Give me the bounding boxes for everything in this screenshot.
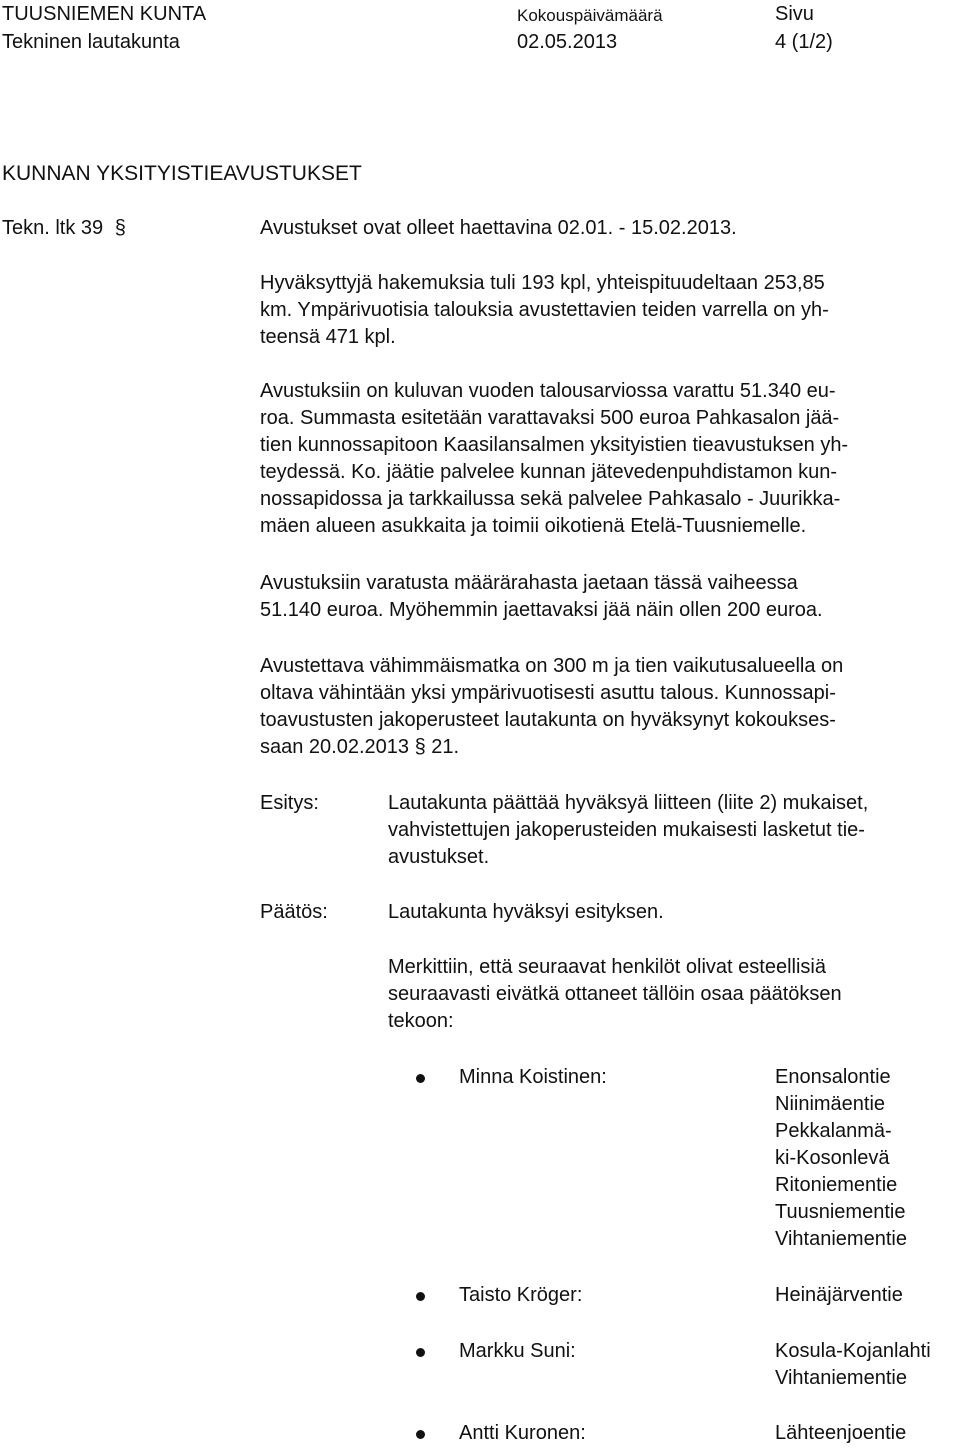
decision-text: Lautakunta hyväksyi esityksen. (388, 901, 664, 923)
page-number: 4 (1/2) (775, 31, 833, 53)
road-name: Niinimäentie (775, 1093, 886, 1115)
road-name: Pekkalanmä- (775, 1120, 892, 1142)
paragraph-criteria (260, 653, 960, 761)
person-name: Antti Kuronen: (459, 1422, 586, 1444)
road-list (775, 1420, 906, 1447)
paragraph-allocation (260, 570, 960, 624)
road-name: Kosula-Kojanlahti (775, 1340, 931, 1362)
meeting-date-label: Kokouspäivämäärä (517, 6, 663, 25)
proposal-label: Esitys: (260, 792, 319, 814)
paragraph-applications (260, 270, 960, 351)
decision-label: Päätös: (260, 901, 328, 923)
document-title: KUNNAN YKSITYISTIEAVUSTUKSET (2, 162, 362, 185)
proposal-text (388, 790, 868, 871)
bullet-icon (416, 1348, 425, 1357)
paragraph-line: tien kunnossapitoon Kaasilansalmen yksityistien tieavustuksen yh- (260, 434, 849, 456)
bullet-icon (416, 1074, 425, 1083)
paragraph-application-period (260, 215, 960, 242)
page-label: Sivu (775, 3, 814, 25)
road-name: Vihtaniementie (775, 1228, 907, 1250)
paragraph-line: Avustuksiin varatusta määrärahasta jaetaan tässä vaiheessa (260, 572, 798, 594)
municipality-name: TUUSNIEMEN KUNTA (2, 3, 207, 25)
road-name: Lähteenjoentie (775, 1422, 907, 1444)
note-line: seuraavasti eivätkä ottaneet tällöin osaa päätöksen (388, 983, 842, 1005)
paragraph-budget (260, 378, 960, 540)
road-list (775, 1064, 907, 1253)
road-name: Heinäjärventie (775, 1284, 903, 1306)
paragraph-line: nossapidossa ja tarkkailussa sekä palvelee Pahkasalo - Juurikka- (260, 488, 841, 510)
road-list (775, 1338, 931, 1392)
paragraph-line: Hyväksyttyjä hakemuksia tuli 193 kpl, yhteispituudeltaan 253,85 (260, 272, 825, 294)
bullet-icon (416, 1292, 425, 1301)
section-symbol: § (114, 217, 126, 239)
road-name: Enonsalontie (775, 1066, 891, 1088)
person-name: Markku Suni: (459, 1340, 576, 1362)
proposal-line: avustukset. (388, 846, 490, 868)
road-name: ki-Kosonlevä (775, 1147, 890, 1169)
section-ref-text: Tekn. ltk 39 (2, 217, 104, 239)
proposal-line: Lautakunta päättää hyväksyä liitteen (liite 2) mukaiset, (388, 792, 869, 814)
disqualification-note (388, 954, 842, 1035)
paragraph-line: teydessä. Ko. jäätie palvelee kunnan jätevedenpuhdistamon kun- (260, 461, 838, 483)
road-list (775, 1282, 903, 1309)
road-name: Tuusniementie (775, 1201, 906, 1223)
paragraph-line: toavustusten jakoperusteet lautakunta on hyväksynyt kokoukses- (260, 709, 836, 731)
road-name: Vihtaniementie (775, 1367, 907, 1389)
note-line: tekoon: (388, 1010, 454, 1032)
road-name: Ritoniementie (775, 1174, 898, 1196)
paragraph-line: saan 20.02.2013 § 21. (260, 736, 460, 758)
person-name: Minna Koistinen: (459, 1066, 607, 1088)
paragraph-line: Avustettava vähimmäismatka on 300 m ja tien vaikutusalueella on (260, 655, 844, 677)
board-name: Tekninen lautakunta (2, 31, 180, 53)
paragraph-line: roa. Summasta esitetään varattavaksi 500 euroa Pahkasalon jää- (260, 407, 840, 429)
paragraph-line: oltava vähintään yksi ympärivuotisesti asuttu talous. Kunnossapi- (260, 682, 836, 704)
paragraph-line: mäen alueen asukkaita ja toimii oikotienä Etelä-Tuusniemelle. (260, 515, 807, 537)
bullet-icon (416, 1430, 425, 1439)
meeting-date: 02.05.2013 (517, 31, 618, 53)
proposal-line: vahvistettujen jakoperusteiden mukaisesti lasketut tie- (388, 819, 865, 841)
section-reference (2, 215, 126, 242)
paragraph-line: teensä 471 kpl. (260, 326, 396, 348)
paragraph-line: Avustuksiin on kuluvan vuoden talousarviossa varattu 51.340 eu- (260, 380, 836, 402)
note-line: Merkittiin, että seuraavat henkilöt olivat esteellisiä (388, 956, 826, 978)
paragraph-line: 51.140 euroa. Myöhemmin jaettavaksi jää näin ollen 200 euroa. (260, 599, 823, 621)
paragraph-line: km. Ympärivuotisia talouksia avustettavien teiden varrella on yh- (260, 299, 829, 321)
person-name: Taisto Kröger: (459, 1284, 583, 1306)
paragraph-line: Avustukset ovat olleet haettavina 02.01. - 15.02.2013. (260, 217, 737, 239)
